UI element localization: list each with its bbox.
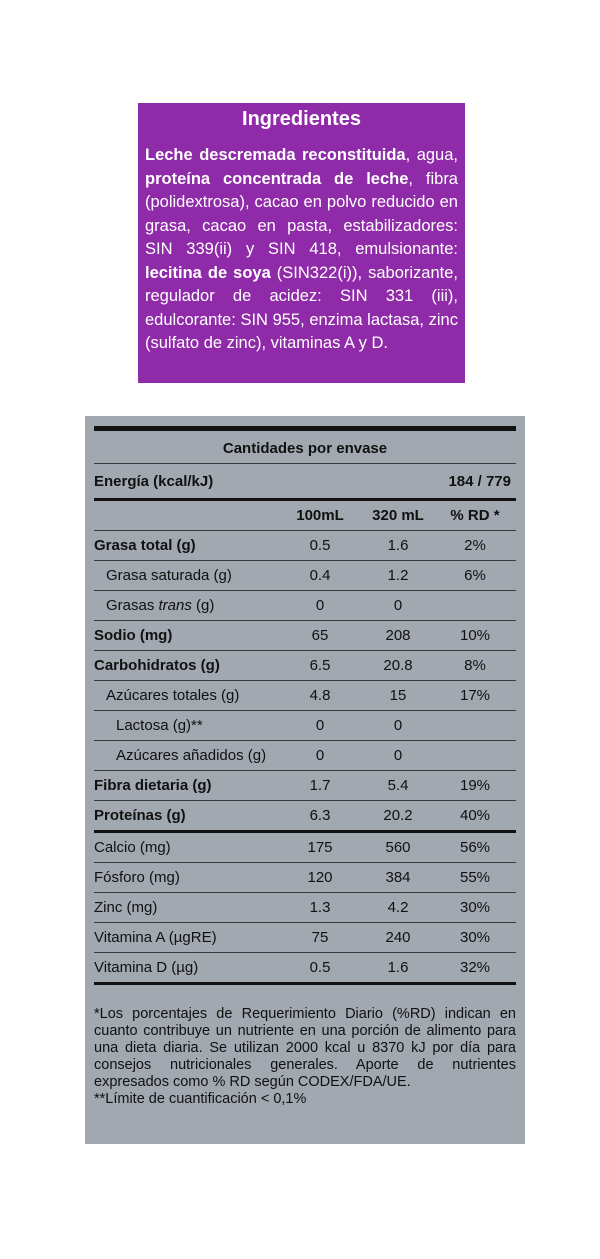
footnote-limit: **Límite de cuantificación < 0,1% [94,1091,307,1107]
ingredients-box [138,103,465,383]
column-header-row [94,501,516,531]
value-rd: 6% [464,567,486,584]
value-100ml: 0 [315,717,325,734]
value-rd: 30% [459,929,491,946]
row-label: Grasas trans (g) [106,597,215,614]
table-row [94,621,516,651]
servings-header: Cantidades por envase [94,431,516,464]
value-100ml: 75 [311,929,329,946]
value-rd: 56% [459,839,491,856]
value-rd: 17% [459,687,491,704]
table-row [94,651,516,681]
value-100ml: 0.5 [309,537,331,554]
value-rd: 55% [459,869,491,886]
value-100ml: 0.5 [309,959,331,976]
table-row [94,591,516,621]
value-rd: 30% [459,899,491,916]
row-label: Fibra dietaria (g) [94,777,212,794]
value-100ml: 4.8 [309,687,331,704]
energy-row [94,464,516,498]
col-320ml: 320 mL [372,507,424,524]
col-rd: % RD * [450,507,500,524]
value-rd: 8% [464,657,486,674]
value-320ml: 5.4 [387,777,409,794]
table-row [94,833,516,863]
value-320ml: 240 [385,929,411,946]
value-320ml: 0 [393,597,403,614]
ingredient-bold: lecitina de soya [145,263,271,282]
row-label: Sodio (mg) [94,627,173,644]
table-row [94,741,516,771]
value-320ml: 20.2 [383,807,413,824]
value-100ml: 0 [315,747,325,764]
row-label: Zinc (mg) [94,899,158,916]
footnotes [94,1006,516,1108]
table-row [94,711,516,741]
row-label: Lactosa (g)** [116,717,203,734]
row-label: Fósforo (mg) [94,869,180,886]
value-320ml: 20.8 [383,657,413,674]
row-label: Azúcares totales (g) [106,687,240,704]
row-label: Grasa total (g) [94,537,196,554]
ingredient-plain: , fibra (polidextrosa), cacao en polvo reducido en grasa, cacao en pasta, estabilizadores: SIN 339(ii) y SIN 418, emulsionante: [145,169,458,258]
value-320ml: 208 [385,627,411,644]
table-row [94,681,516,711]
value-100ml: 120 [307,869,333,886]
nutrition-panel [85,416,525,1144]
value-320ml: 4.2 [387,899,409,916]
table-row [94,863,516,893]
table-row [94,561,516,591]
nutrition-table [94,426,516,985]
col-100ml: 100mL [296,507,344,524]
value-320ml: 1.6 [387,959,409,976]
value-100ml: 6.3 [309,807,331,824]
table-row [94,923,516,953]
ingredients-text [145,144,458,356]
value-rd: 32% [459,959,491,976]
row-label: Grasa saturada (g) [106,567,232,584]
value-320ml: 384 [385,869,411,886]
table-row [94,893,516,923]
ingredient-bold: Leche descremada reconstituida [145,146,406,164]
energy-label: Energía (kcal/kJ) [94,473,214,490]
row-label: Proteínas (g) [94,807,186,824]
table-row [94,531,516,561]
ingredient-plain: (SIN322(i)), saborizante, regulador de acidez: SIN 331 (iii), edulcorante: SIN 955, enzima lactasa, zinc (sulfato de zinc), vitaminas A y D. [145,263,458,352]
value-320ml: 1.6 [387,537,409,554]
value-rd: 10% [459,627,491,644]
footnote-rd: *Los porcentajes de Requerimiento Diario (%RD) indican en cuanto contribuye un nutriente en una porción de alimento para una dieta diaria. Se utilizan 2000 kcal u 8370 kJ por día para consejos nutricionales generales. Aporte de nutrientes expresados como % RD según CODEX/FDA/UE. [94,1006,516,1090]
table-row [94,953,516,982]
value-320ml: 0 [393,717,403,734]
ingredient-plain: , agua, [405,146,458,164]
value-320ml: 0 [393,747,403,764]
value-rd: 40% [459,807,491,824]
value-320ml: 560 [385,839,411,856]
value-320ml: 15 [389,687,407,704]
value-320ml: 1.2 [387,567,409,584]
value-100ml: 0 [315,597,325,614]
energy-value: 184 / 779 [448,473,511,490]
ingredients-title: Ingredientes [242,108,361,130]
row-label: Calcio (mg) [94,839,171,856]
divider [94,982,516,985]
value-100ml: 1.3 [309,899,331,916]
value-rd: 19% [459,777,491,794]
value-100ml: 0.4 [309,567,331,584]
row-label: Vitamina A (µgRE) [94,929,217,946]
row-label: Vitamina D (µg) [94,959,199,976]
table-row [94,801,516,830]
row-label: Azúcares añadidos (g) [116,747,267,764]
row-label: Carbohidratos (g) [94,657,220,674]
value-100ml: 6.5 [309,657,331,674]
value-100ml: 1.7 [309,777,331,794]
table-row [94,771,516,801]
value-100ml: 65 [311,627,329,644]
ingredient-bold: proteína concentrada de leche [145,169,409,188]
value-100ml: 175 [307,839,333,856]
value-rd: 2% [464,537,486,554]
